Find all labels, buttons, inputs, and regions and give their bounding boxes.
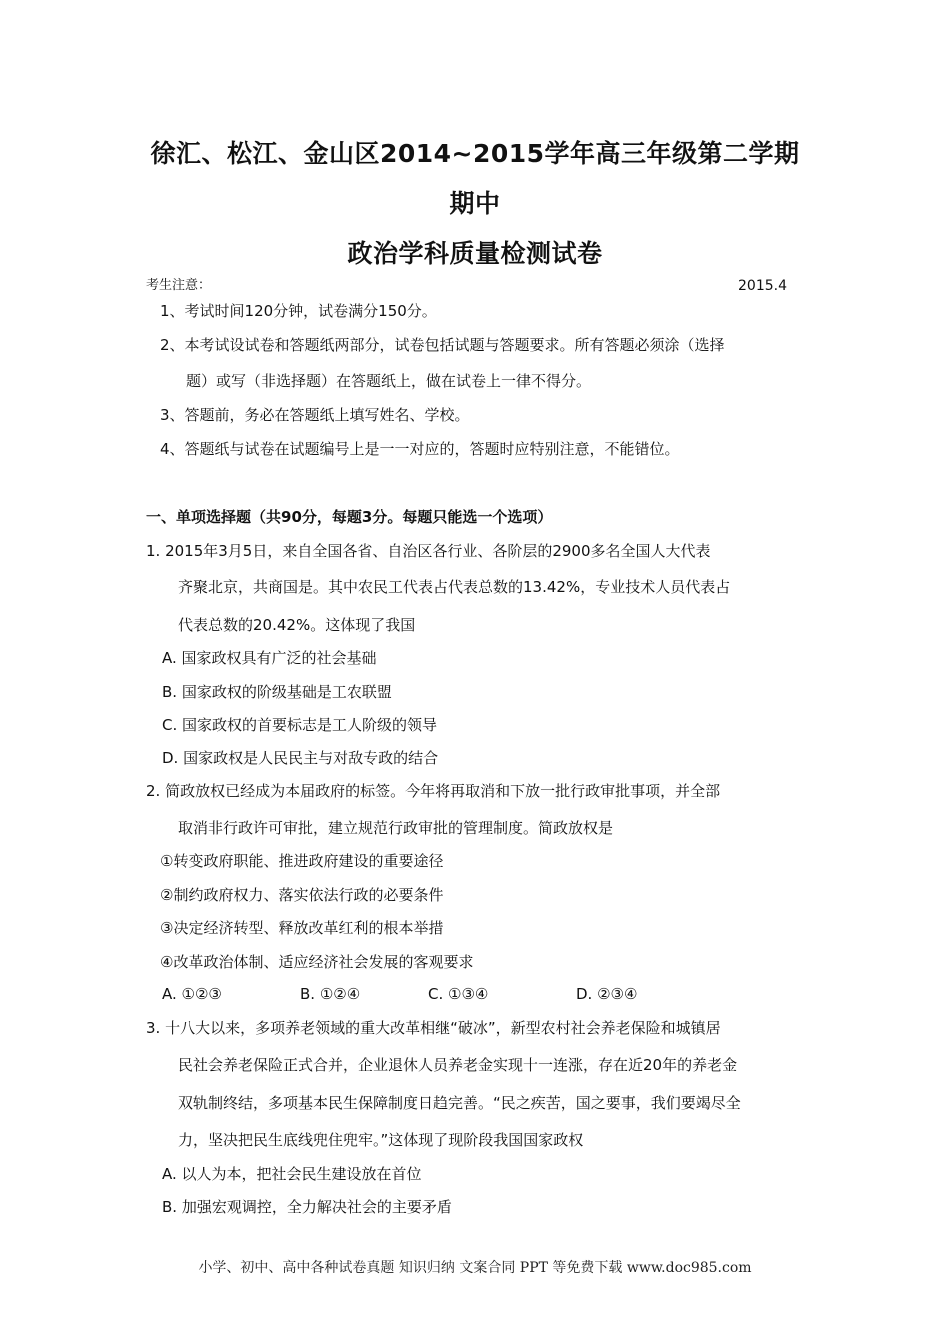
q3-line-2: 民社会养老保险正式合并，企业退休人员养老金实现十一连涨，存在近20年的养老金 xyxy=(178,1056,738,1074)
q3-option-b: B. 加强宏观调控，全力解决社会的主要矛盾 xyxy=(162,1198,452,1216)
q1-option-a: A. 国家政权具有广泛的社会基础 xyxy=(162,649,377,667)
exam-title-line1: 徐汇、松江、金山区2014~2015学年高三年级第二学期 xyxy=(150,139,800,168)
q1-line-1: 1. 2015年3月5日，来自全国各省、自治区各行业、各阶层的2900多名全国人大代表 xyxy=(146,542,711,560)
q2-option-a: A. ①②③ xyxy=(162,985,222,1003)
notice-1: 1、考试时间120分钟，试卷满分150分。 xyxy=(160,302,437,320)
notice-4: 4、答题纸与试卷在试题编号上是一一对应的，答题时应特别注意，不能错位。 xyxy=(160,440,680,458)
section-heading: 一、单项选择题（共90分，每题3分。每题只能选一个选项） xyxy=(146,508,553,526)
q3-line-4: 力，坚决把民生底线兜住兜牢。”这体现了现阶段我国国家政权 xyxy=(178,1131,584,1149)
exam-date: 2015.4 xyxy=(738,278,787,294)
notice-2: 2、本考试设试卷和答题纸两部分，试卷包括试题与答题要求。所有答题必须涂（选择 xyxy=(160,336,725,354)
q2-item-4: ④改革政治体制、适应经济社会发展的客观要求 xyxy=(160,953,474,971)
q2-item-2: ②制约政府权力、落实依法行政的必要条件 xyxy=(160,886,444,904)
q1-option-b: B. 国家政权的阶级基础是工农联盟 xyxy=(162,683,392,701)
exam-title-line3: 政治学科质量检测试卷 xyxy=(347,239,603,268)
q2-option-c: C. ①③④ xyxy=(428,985,489,1003)
q1-line-3: 代表总数的20.42%。这体现了我国 xyxy=(178,616,416,634)
q3-option-a: A. 以人为本，把社会民生建设放在首位 xyxy=(162,1165,422,1183)
q3-line-1: 3. 十八大以来，多项养老领域的重大改革相继“破冰”，新型农村社会养老保险和城镇居 xyxy=(146,1019,721,1037)
q2-option-d: D. ②③④ xyxy=(576,985,638,1003)
q1-option-d: D. 国家政权是人民民主与对敌专政的结合 xyxy=(162,749,439,767)
q2-option-b: B. ①②④ xyxy=(300,985,361,1003)
q2-line-2: 取消非行政许可审批，建立规范行政审批的管理制度。简政放权是 xyxy=(178,819,614,837)
q2-item-1: ①转变政府职能、推进政府建设的重要途径 xyxy=(160,852,444,870)
q1-option-c: C. 国家政权的首要标志是工人阶级的领导 xyxy=(162,716,438,734)
q3-line-3: 双轨制终结，多项基本民生保障制度日趋完善。“民之疾苦，国之要事，我们要竭尽全 xyxy=(178,1094,741,1112)
q2-options xyxy=(0,985,950,1007)
notice-label: 考生注意： xyxy=(146,278,212,293)
notice-3: 3、答题前，务必在答题纸上填写姓名、学校。 xyxy=(160,406,470,424)
q2-line-1: 2. 简政放权已经成为本届政府的标签。今年将再取消和下放一批行政审批事项，并全部 xyxy=(146,782,721,800)
footer-text: 小学、初中、高中各种试卷真题 知识归纳 文案合同 PPT 等免费下载 www.doc985.com xyxy=(198,1260,752,1276)
q1-line-2: 齐聚北京，共商国是。其中农民工代表占代表总数的13.42%，专业技术人员代表占 xyxy=(178,578,731,596)
notice-2-cont: 题）或写（非选择题）在答题纸上，做在试卷上一律不得分。 xyxy=(186,372,592,390)
q2-item-3: ③决定经济转型、释放改革红利的根本举措 xyxy=(160,919,444,937)
exam-title-line2: 期中 xyxy=(449,189,501,218)
